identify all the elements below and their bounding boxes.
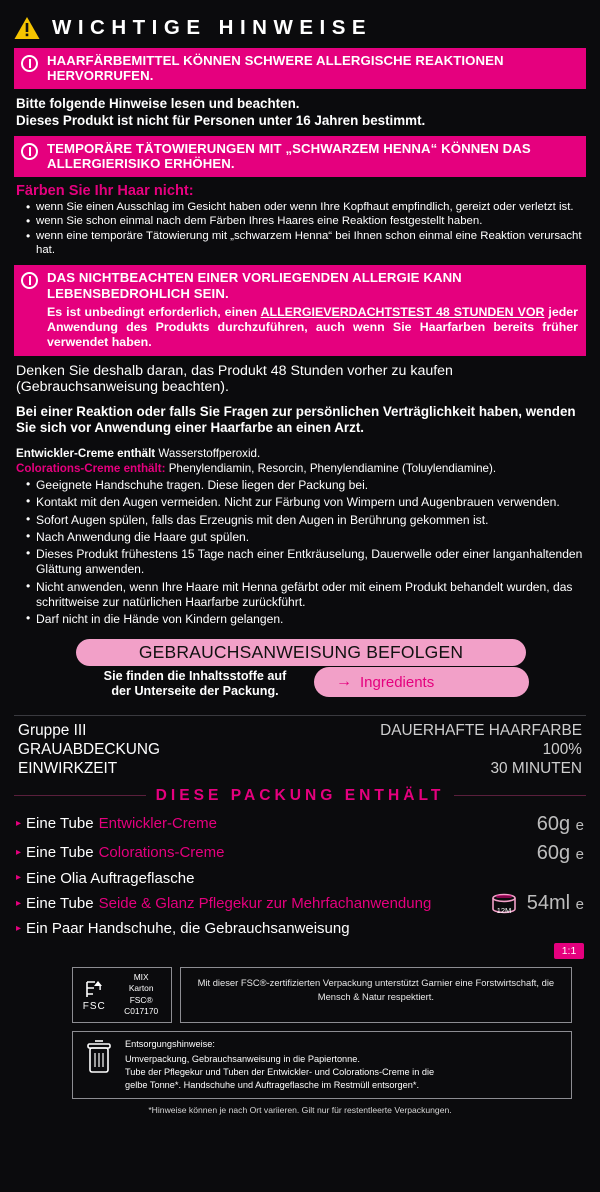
alert-body: [47, 270, 578, 350]
coloration-cream-value: Phenylendiamin, Resorcin, Phenylendiamine (Toluylendiamine).: [168, 462, 497, 476]
exclamation-circle-icon: [21, 55, 38, 72]
item-desc: Seide & Glanz Pflegekur zur Mehrfachanwendung: [98, 895, 432, 913]
fsc-mix-line-1: MIX: [133, 972, 149, 983]
alert-text: TEMPORÄRE TÄTOWIERUNGEN MIT „SCHWARZEM HENNA“ KÖNNEN DAS ALLERGIERISIKO ERHÖHEN.: [47, 140, 531, 171]
item-desc: Entwickler-Creme: [98, 815, 217, 833]
list-item: • Nicht anwenden, wenn Ihre Haare mit Henna gefärbt oder mit einem Produkt behandelt wurden, das schrittweise zur natürlichen Haarfarbe zurückführt.: [28, 580, 584, 610]
fsc-row: [14, 967, 586, 1022]
disposal-text: [125, 1038, 434, 1092]
package-contents-list: [14, 805, 586, 960]
fsc-mix-line-2: Karton: [128, 983, 154, 994]
table-row: [14, 716, 586, 741]
alert-allergic-reactions: [14, 48, 586, 89]
list-item: • wenn Sie schon einmal nach dem Färben Ihres Haares eine Reaktion festgestellt haben.: [28, 215, 584, 229]
do-not-color-heading: Färben Sie Ihr Haar nicht:: [16, 182, 194, 199]
paragraph-buy-48h: Denken Sie deshalb daran, das Produkt 48 Stunden vorher zu kaufen (Gebrauchsanweisung beachten).: [16, 362, 453, 396]
notice-band: [14, 89, 586, 136]
list-item: • Dieses Produkt frühestens 15 Tage nach einer Entkräuselung, Dauerwelle oder einer langanhaltenden Glättung anwenden.: [28, 547, 584, 577]
list-item: [16, 918, 584, 940]
list-item: [16, 839, 584, 868]
allergy-test-post: jeder Anwendung des Produkts durchzuführen, auch wenn Sie Haarfarben bereits früher verwendet haben.: [47, 304, 579, 349]
follow-instructions-banner: GEBRAUCHSANWEISUNG BEFOLGEN: [76, 639, 526, 666]
paragraph-consult-doctor: Bei einer Reaktion oder falls Sie Fragen zur persönlichen Verträglichkeit haben, wenden Sie sich vor Anwendung einer Haarfarbe an einen Arzt.: [16, 403, 576, 435]
instructions-section: [14, 639, 586, 711]
alert-headline: DAS NICHTBEACHTEN EINER VORLIEGENDEN ALLERGIE KANN LEBENSBEDROHLICH SEIN.: [47, 270, 462, 302]
list-item: • Kontakt mit den Augen vermeiden. Nicht zur Färbung von Wimpern und Augenbrauen verwenden.: [28, 495, 584, 510]
list-item: • wenn eine temporäre Tätowierung mit „schwarzem Henna“ bei Ihnen schon einmal eine Reaktion verursacht hat.: [28, 230, 584, 257]
jar-12m-icon: [487, 891, 521, 917]
developer-cream-line: [16, 446, 584, 461]
mix-ratio-badge: 1:1: [554, 943, 584, 959]
item-qty: 54ml e: [526, 892, 584, 915]
alert-text: HAARFÄRBEMITTEL KÖNNEN SCHWERE ALLERGISCHE REAKTIONEN HERVORRUFEN.: [47, 53, 504, 84]
list-item: • Darf nicht in die Hände von Kindern gelangen.: [28, 612, 584, 627]
item-name: Eine Tube: [26, 815, 94, 833]
group-value: DAUERHAFTE HAARFARBE: [380, 722, 582, 740]
ingredients-pointer-badge: [314, 667, 529, 697]
footnote: *Hinweise können je nach Ort variieren. Gilt nur für restentleerte Verpackungen.: [148, 1104, 452, 1115]
item-qty: 60g e: [536, 812, 584, 835]
triangle-bullet-icon: ▸: [16, 846, 22, 858]
fsc-tree-icon: [83, 977, 105, 1001]
rule-right: [454, 795, 586, 796]
ingredients-label: Ingredients: [360, 673, 435, 691]
developer-cream-label: Entwickler-Creme enthält: [16, 447, 156, 461]
list-item: [16, 810, 584, 839]
table-row: [14, 741, 586, 760]
rule-left: [14, 795, 146, 796]
alert-life-threatening: [14, 265, 586, 356]
exclamation-circle-icon: [21, 143, 38, 160]
item-qty: 60g e: [536, 841, 584, 864]
item-name: Eine Tube: [26, 895, 94, 913]
exclamation-circle-icon: [21, 272, 38, 289]
group-label: Gruppe III: [18, 722, 87, 740]
recycle-bin-icon: [81, 1038, 117, 1092]
notice-line-1: Bitte folgende Hinweise lesen und beachten.: [16, 96, 300, 112]
item-name: Eine Olia Auftrageflasche: [26, 869, 195, 887]
page-title: WICHTIGE HINWEISE: [52, 16, 373, 39]
allergy-test-pre: Es ist unbedingt erforderlich, einen: [47, 304, 261, 319]
disposal-line-1: Umverpackung, Gebrauchsanweisung in die Papiertonne.: [125, 1053, 360, 1064]
fsc-logo-box: [72, 967, 172, 1022]
triangle-bullet-icon: ▸: [16, 923, 22, 935]
group-info-table: [14, 716, 586, 780]
group-label: GRAUABDECKUNG: [18, 741, 160, 759]
coloration-cream-line: [16, 461, 584, 476]
ingredients-location-note: [80, 669, 310, 699]
list-item: • Nach Anwendung die Haare gut spülen.: [28, 530, 584, 545]
note-line-2: der Unterseite der Packung.: [111, 684, 279, 699]
allergy-test-note: [47, 305, 578, 350]
header: [14, 14, 586, 48]
notice-line-2: Dieses Produkt ist nicht für Personen unter 16 Jahren bestimmt.: [16, 112, 426, 128]
note-line-1: Sie finden die Inhaltsstoffe auf: [103, 669, 287, 684]
list-item: • Sofort Augen spülen, falls das Erzeugnis mit den Augen in Berührung gekommen ist.: [28, 513, 584, 528]
allergy-test-emphasis: ALLERGIEVERDACHTSTEST 48 STUNDEN VOR: [260, 304, 545, 319]
usage-precautions-list: [16, 478, 584, 627]
disposal-line-2: Tube der Pflegekur und Tuben der Entwickler- und Colorations-Creme in die: [125, 1066, 435, 1077]
disposal-box: [72, 1031, 572, 1099]
do-not-color-list: [14, 201, 586, 258]
list-item: • wenn Sie einen Ausschlag im Gesicht haben oder wenn Ihre Kopfhaut empfindlich, gereizt oder verletzt ist.: [28, 201, 584, 215]
coloration-cream-label: Colorations-Creme enthält:: [16, 462, 166, 476]
fsc-note: Mit dieser FSC®-zertifizierten Verpackung unterstützt Garnier eine Forstwirtschaft, die Mensch & Natur respektiert.: [180, 967, 572, 1022]
list-item: [16, 889, 584, 918]
package-contents-title: DIESE PACKUNG ENTHÄLT: [155, 786, 445, 804]
list-item: • Geeignete Handschuhe tragen. Diese liegen der Packung bei.: [28, 478, 584, 493]
fsc-label: FSC: [82, 1001, 106, 1013]
group-value: 30 MINUTEN: [490, 759, 582, 777]
arrow-right-icon: →: [336, 673, 352, 691]
fsc-logo: [77, 977, 112, 1012]
fsc-code: FSC® C017170: [124, 994, 159, 1017]
group-label: EINWIRKZEIT: [18, 759, 118, 777]
developer-cream-value: Wasserstoffperoxid.: [158, 447, 261, 461]
warning-triangle-icon: [14, 16, 40, 40]
item-desc: Colorations-Creme: [98, 844, 225, 862]
item-name: Ein Paar Handschuhe, die Gebrauchsanweisung: [26, 920, 350, 938]
disposal-line-3: gelbe Tonne*. Handschuhe und Auftrageflasche im Restmüll entsorgen*.: [125, 1079, 420, 1090]
triangle-bullet-icon: ▸: [16, 872, 22, 884]
alert-black-henna: [14, 136, 586, 177]
package-contents-header: [14, 787, 586, 805]
svg-text:12M: 12M: [496, 905, 512, 915]
list-item: [16, 868, 584, 890]
item-name: Eine Tube: [26, 844, 94, 862]
disposal-title: Entsorgungshinweise:: [125, 1038, 215, 1049]
fsc-details: [116, 972, 167, 1017]
ingredients-section: [14, 436, 586, 627]
triangle-bullet-icon: ▸: [16, 897, 22, 909]
group-value: 100%: [542, 741, 582, 759]
table-row: [14, 760, 586, 781]
triangle-bullet-icon: ▸: [16, 817, 22, 829]
